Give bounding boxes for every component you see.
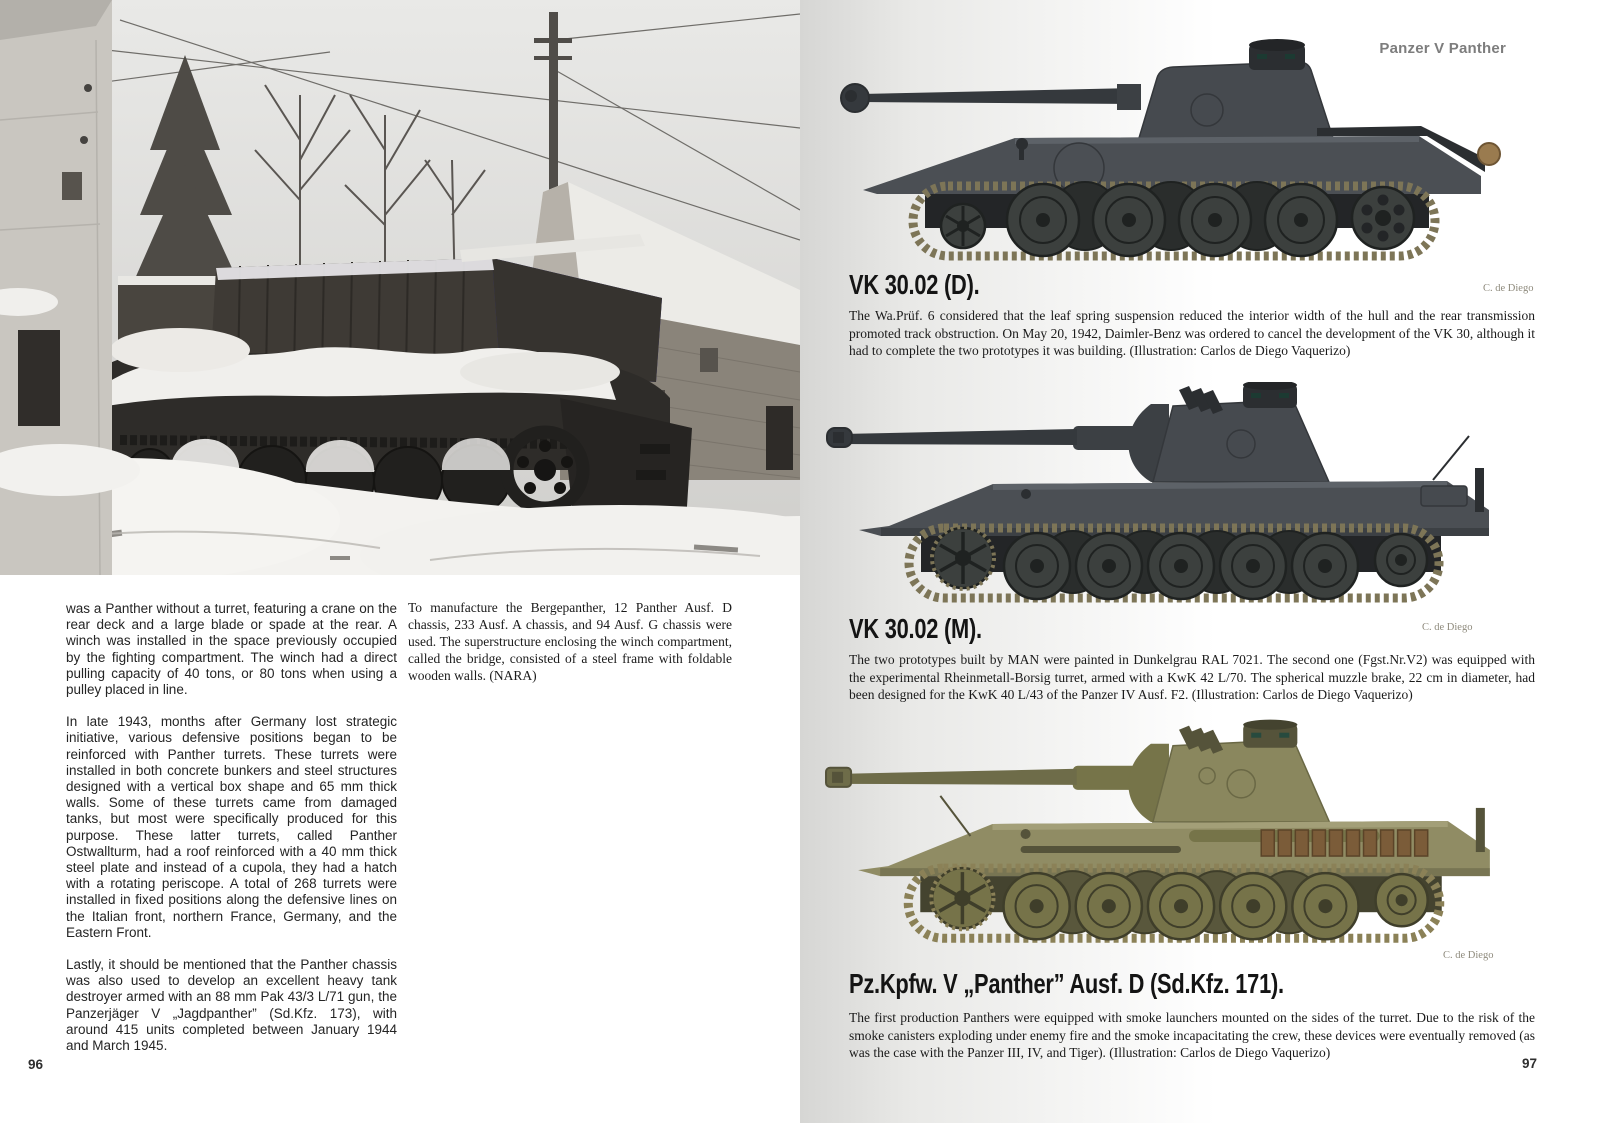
illustrator-credit: C. de Diego (1483, 283, 1534, 294)
illustrator-credit: C. de Diego (1443, 950, 1494, 961)
paragraph: In late 1943, months after Germany lost strategic initiative, various defensive positions began to be reinforced with Panther turrets. These turrets were installed in both concrete bunkers and steel structures designed with a vertical box shape and 65 mm thick walls. Some of these turrets came from damaged tanks, but most were specifically produced for this purpose. These latter turrets, called Panther Ostwallturm, had a roof reinforced with a 40 mm thick steel plate and instead of a cupola, they had a hatch with a rotating periscope. A total of 268 turrets were installed in fixed positions along the defensive lines on the Italian front, northern France, Germany, and the Eastern Front. (66, 714, 397, 940)
tank-profile-drawing (820, 714, 1532, 962)
tank-illustration-panther-ausf-d (820, 714, 1532, 962)
section-heading-panther-ausf-d: Pz.Kpfw. V „Panther” Ausf. D (Sd.Kfz. 171). (849, 968, 1284, 999)
tank-illustration-vk3002d (814, 30, 1540, 282)
section-body: The two prototypes built by MAN were painted in Dunkelgrau RAL 7021. The second one (Fgst.Nr.V2) was equipped with the experimental Rheinmetall-Borsig turret, armed with a KwK 42 L/70. The spherical muzzle brake, 22 cm in diameter, had been designed for the KwK 40 L/43 of the Panzer IV Ausf. F2. (Illustration: Carlos de Diego Vaquerizo) (849, 652, 1535, 703)
paragraph: Lastly, it should be mentioned that the Panther chassis was also used to develop an excellent heavy tank destroyer armed with an 88 mm Pak 43/3 L/71 gun, the Panzerjäger V „Jagdpanther” (Sd.Kfz. 173), with around 415 units completed between January 1944 and March 1945. (66, 957, 397, 1054)
tank-profile-drawing (820, 382, 1532, 614)
section-body: The first production Panthers were equipped with smoke launchers mounted on the sides of the turret. Due to the risk of the smoke canisters exploding under enemy fire and the smoke incapacitating the crew, these devices were eventually removed (as was the case with the Panzer III, IV, and Tiger). (Illustration: Carlos de Diego Vaquerizo) (849, 1010, 1535, 1061)
section-heading-vk3002d: VK 30.02 (D). (849, 269, 980, 300)
section-heading-vk3002m: VK 30.02 (M). (849, 613, 982, 644)
bergepanther-winter-photo (0, 0, 800, 575)
photo-caption: To manufacture the Bergepanther, 12 Panther Ausf. D chassis, 233 Ausf. A chassis, and 94 Ausf. G chassis were used. The superstructure enclosing the winch compartment, called the bridge, consisted of a steel frame with foldable wooden walls. (NARA) (408, 600, 732, 683)
tank-profile-drawing (814, 30, 1540, 282)
photo-illustration (0, 0, 800, 575)
paragraph: was a Panther without a turret, featuring a crane on the rear deck and a large blade or spade at the rear. A winch was installed in the space previously occupied by the fighting compartment. The winch had a direct pulling capacity of 40 tons, or 80 tons when using a pulley placed in line. (66, 601, 397, 698)
right-page (800, 0, 1600, 1123)
running-header: Panzer V Panther (1379, 40, 1506, 57)
section-body: The Wa.Prüf. 6 considered that the leaf spring suspension reduced the interior width of the hull and the rear transmission promoted track obstruction. On May 20, 1942, Daimler-Benz was ordered to cancel the development of the VK 30, although it had to complete the two prototypes it was building. (Illustration: Carlos de Diego Vaquerizo) (849, 308, 1535, 359)
page-number-left: 96 (28, 1057, 44, 1072)
illustrator-credit: C. de Diego (1422, 622, 1473, 633)
body-text-column (66, 601, 397, 1070)
page-number-right: 97 (1522, 1056, 1538, 1071)
tank-illustration-vk3002m (820, 382, 1532, 614)
